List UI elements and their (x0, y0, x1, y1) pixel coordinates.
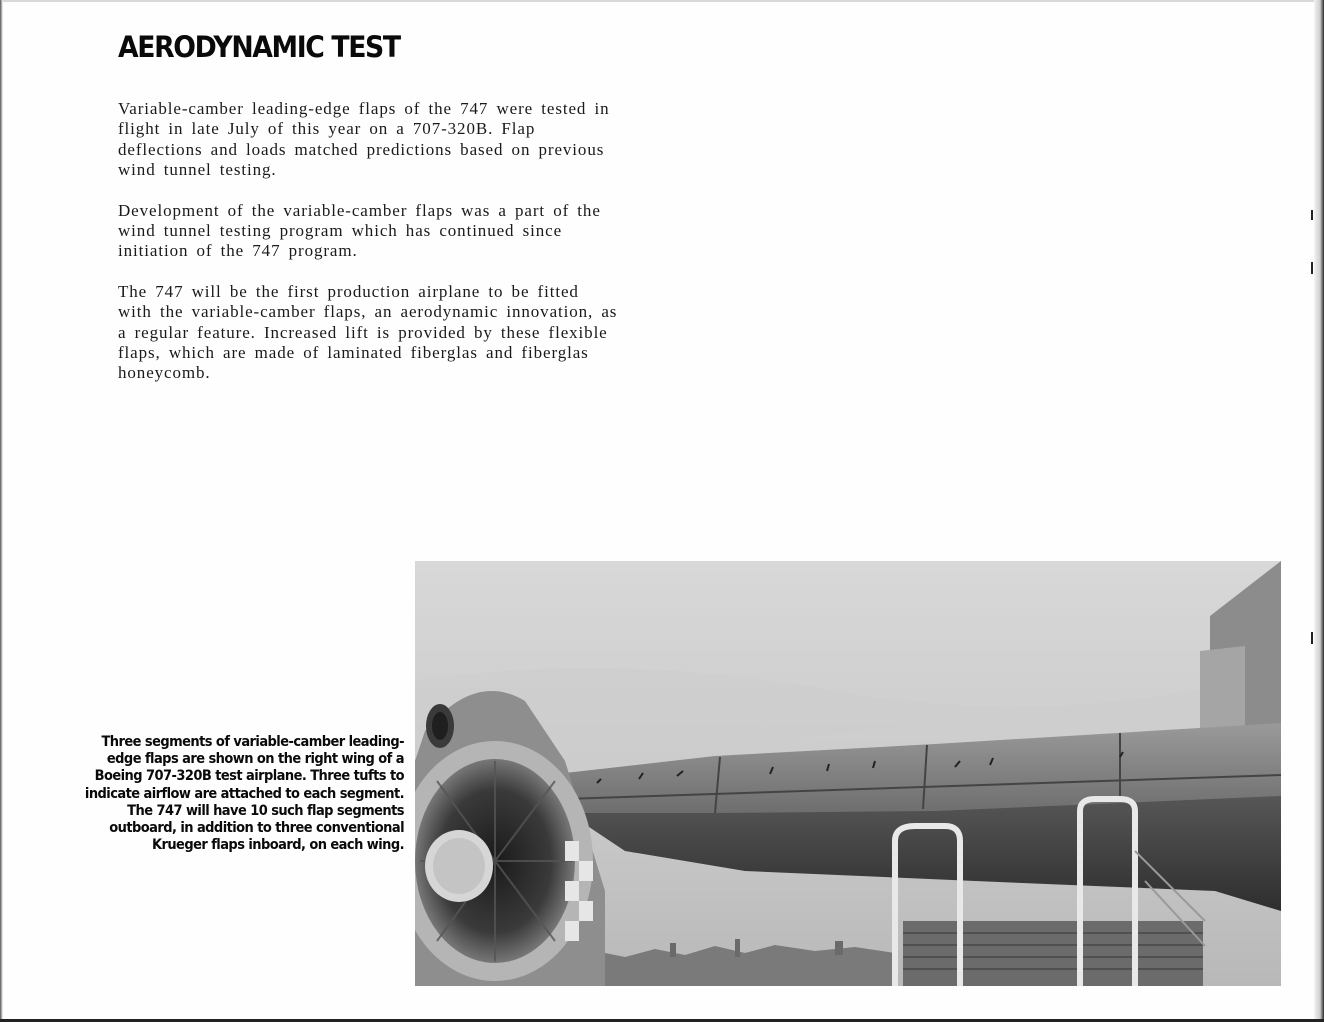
page-right-edge (1314, 0, 1324, 1022)
page-mark (1311, 262, 1313, 274)
paragraph-3: The 747 will be the first production airplane to be fitted with the variable-camber flaps, an aerodynamic innovation, as a regular feature. Increased lift is provided by these flexible flaps, which are made of laminated fiberglas and fiberglas honeycomb. (118, 281, 618, 383)
page-top-edge (0, 0, 1324, 2)
page-mark (1311, 210, 1313, 220)
body-text (118, 99, 618, 404)
wing-photo (415, 561, 1281, 986)
paragraph-1: Variable-camber leading-edge flaps of the 747 were tested in flight in late July of this year on a 707-320B. Flap deflections and loads matched predictions based on previous wind tunnel testing. (118, 99, 610, 180)
photo-caption: Three segments of variable-camber leading-edge flaps are shown on the right wing of a Boeing 707-320B test airplane. Three tufts to indicate airflow are attached to each segment. The 747 will have 10 such flap segments outboard, in addition to three conventional Krueger flaps inboard, on each wing. (84, 734, 405, 854)
paragraph-2: Development of the variable-camber flaps was a part of the wind tunnel testing program which has continued since initiation of the 747 program. (118, 200, 601, 261)
wing-photo-illustration (415, 561, 1281, 986)
page-title: AERODYNAMIC TEST (118, 30, 400, 64)
page-left-edge (0, 0, 3, 1022)
page-mark (1311, 632, 1313, 644)
